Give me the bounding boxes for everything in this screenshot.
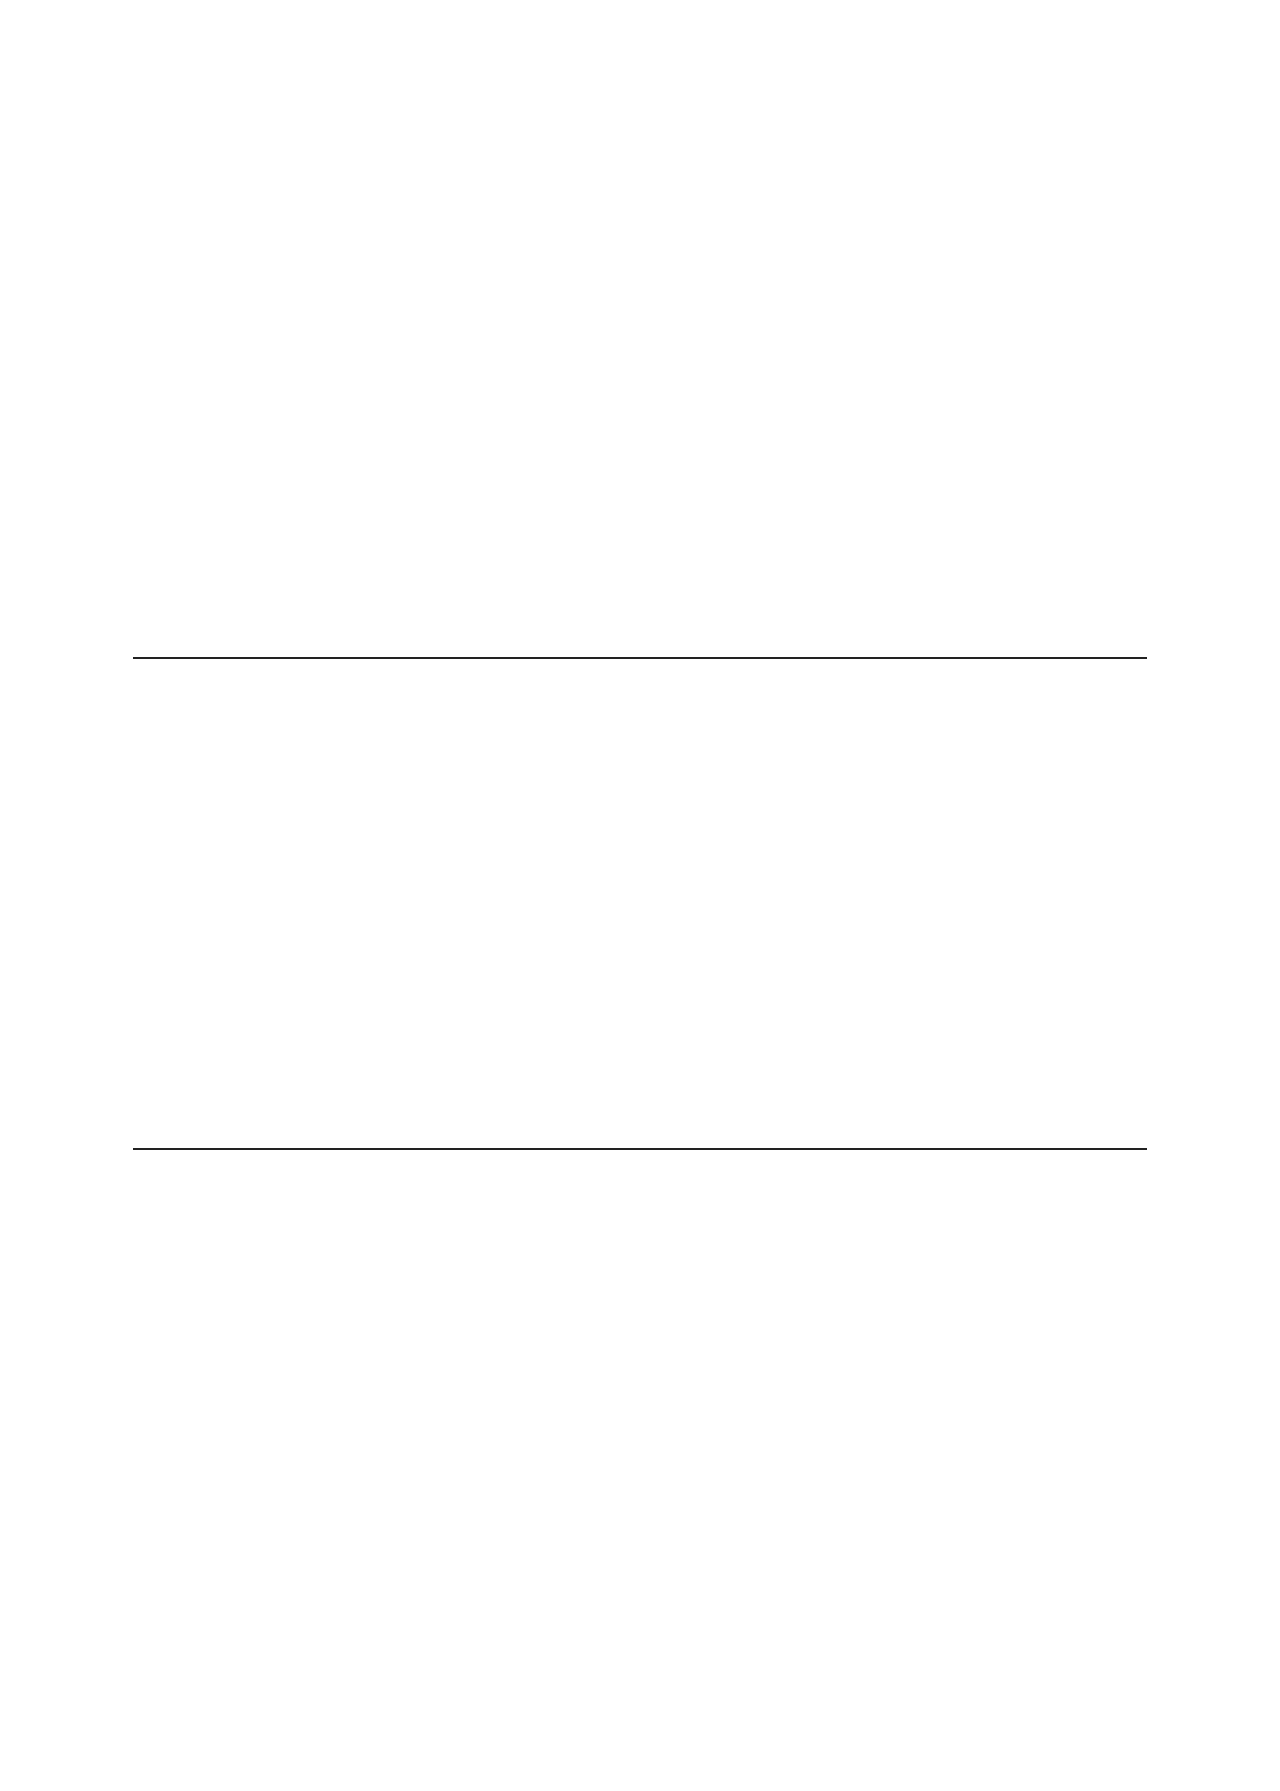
section-divider-1	[133, 657, 1147, 659]
vertical-text-middle	[150, 680, 1140, 1125]
vertical-text-bottom	[150, 1175, 1140, 1635]
text-block-top	[150, 165, 1140, 630]
text-block-middle	[150, 680, 1140, 1125]
vertical-text-top	[150, 165, 1140, 630]
section-divider-2	[133, 1148, 1147, 1150]
text-block-bottom	[150, 1175, 1140, 1635]
